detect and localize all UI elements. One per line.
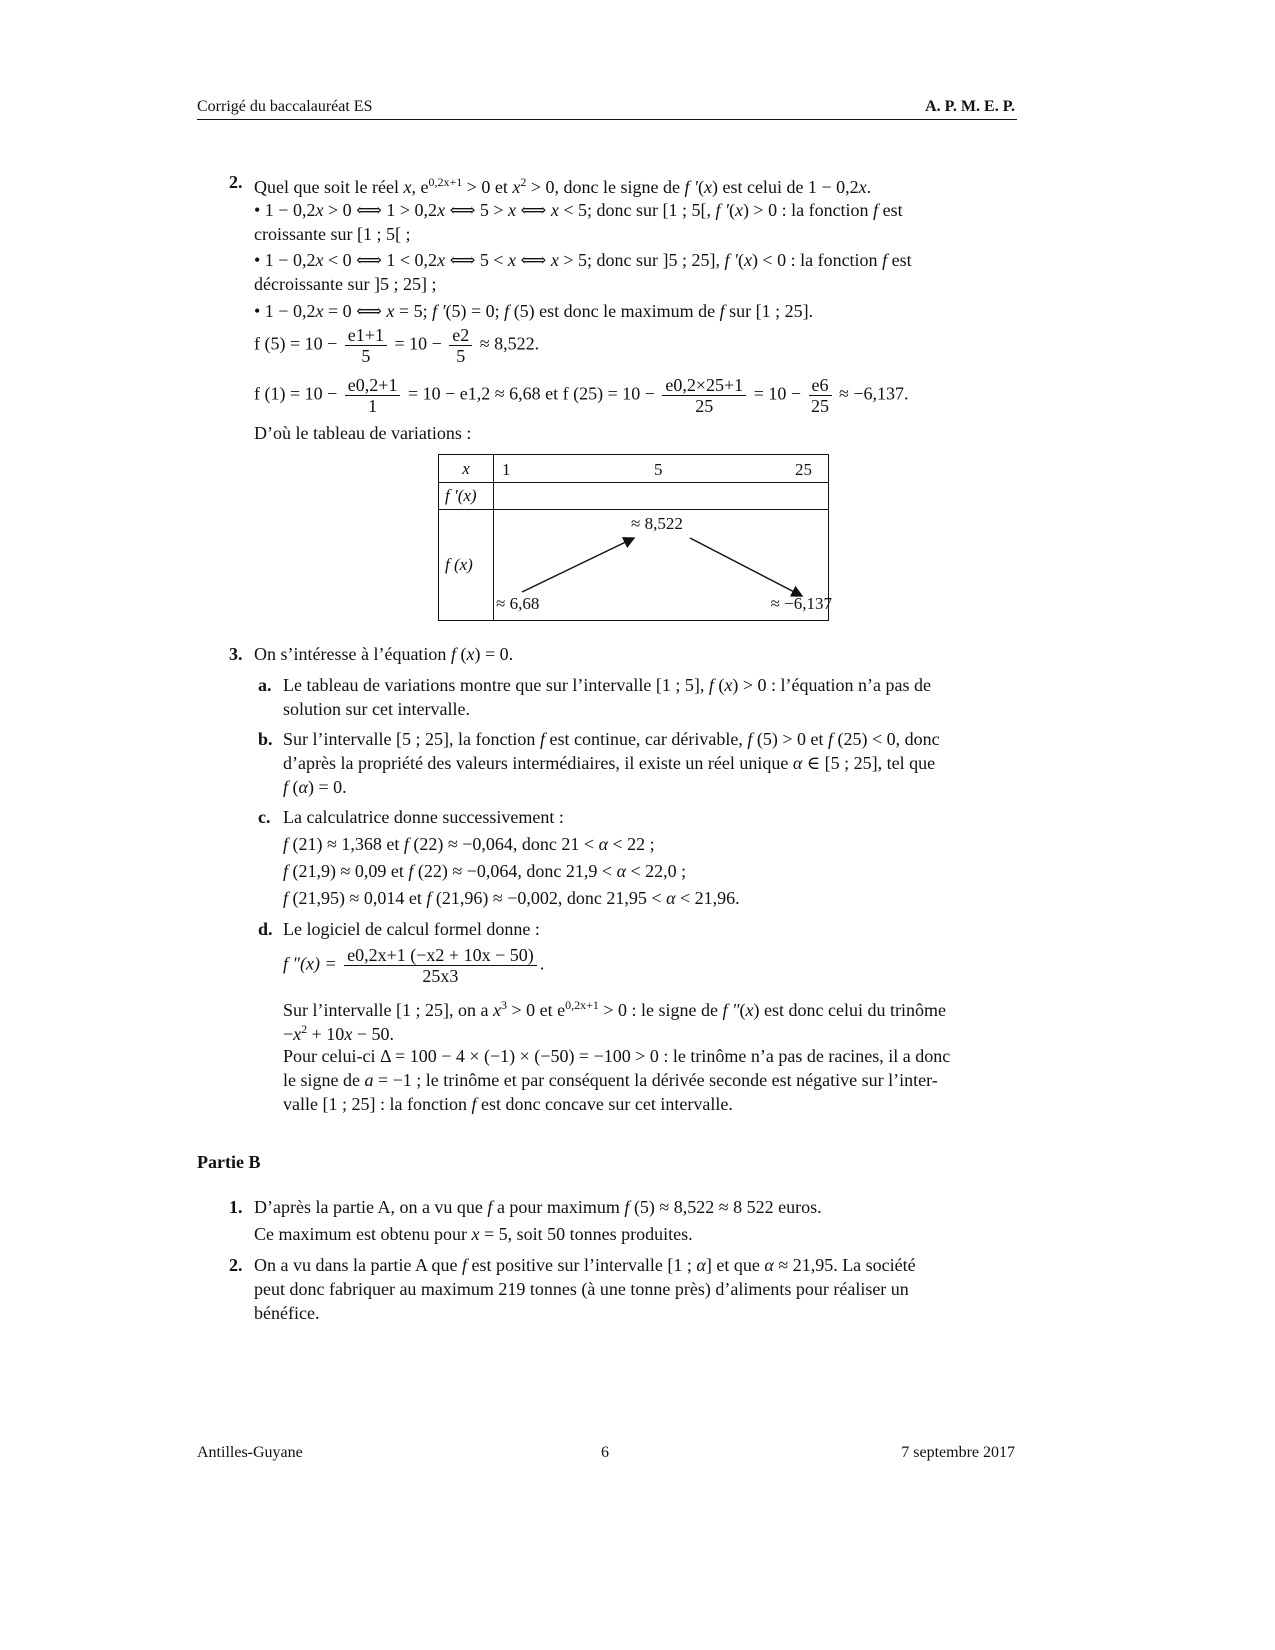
- text-run: bénéfice.: [254, 1303, 320, 1323]
- q3c-label: c.: [258, 807, 271, 827]
- text-run: < 5; donc sur [1 ; 5[,: [558, 200, 716, 220]
- text-run: (21) ≈ 1,368 et: [288, 834, 404, 854]
- text-run: ⟺: [516, 250, 551, 270]
- increasing-arrow: [522, 538, 634, 592]
- text-run: Le logiciel de calcul formel donne :: [283, 919, 540, 939]
- text-run: ) = 0.: [474, 644, 514, 664]
- q3d-line: [283, 918, 540, 940]
- math-variable: x: [492, 1000, 501, 1020]
- x-value: 5: [654, 460, 663, 479]
- text-run: > 0 et e: [506, 1000, 566, 1020]
- text-run: Pour celui-ci Δ = 100 − 4 × (−1) × (−50) = −100 > 0 : le trinôme n’a pas de racines, il a donc: [283, 1046, 951, 1066]
- superscript: 0,2x+1: [565, 998, 599, 1012]
- formula-text: f (1) = 10 −: [254, 383, 338, 404]
- text-run: est continue, car dérivable,: [544, 729, 748, 749]
- math-variable: x: [724, 675, 733, 695]
- header-rule: [197, 119, 1017, 120]
- text-run: = 5;: [394, 301, 433, 321]
- numerator: e2: [449, 325, 472, 346]
- text-run: peut donc fabriquer au maximum 219 tonnes (à une tonne près) d’aliments pour réaliser un: [254, 1279, 909, 1299]
- fprime-header: f ′(x): [439, 483, 494, 510]
- math-variable: f ′: [684, 177, 698, 197]
- q2-line: [254, 223, 410, 245]
- text-run: (5) est donc le maximum de: [509, 301, 720, 321]
- text-run: est donc concave sur cet intervalle.: [476, 1094, 733, 1114]
- text-run: le signe de: [283, 1070, 365, 1090]
- text-run: (: [697, 177, 704, 197]
- math-variable: f: [408, 861, 414, 881]
- math-variable: x: [437, 200, 446, 220]
- text-run: est: [878, 200, 903, 220]
- text-run: > 0 ⟺ 1 > 0,2: [323, 200, 438, 220]
- text-run: ) est celui de 1 − 0,2: [711, 177, 859, 197]
- math-variable: f: [461, 1255, 467, 1275]
- math-variable: f ′: [432, 301, 446, 321]
- x-value: 25: [795, 460, 812, 479]
- math-variable: f: [539, 729, 545, 749]
- formula-text: ≈ 8,522.: [479, 333, 540, 354]
- q3d-line: [283, 994, 946, 1021]
- footer-location: Antilles-Guyane: [197, 1444, 303, 1461]
- text-run: ) > 0 : la fonction: [742, 200, 874, 220]
- text-run: = 0 ⟺: [323, 301, 387, 321]
- q3b-line: [283, 776, 347, 798]
- math-variable: x: [471, 1224, 480, 1244]
- b2-line: [254, 1278, 909, 1300]
- x-header: x: [439, 455, 494, 483]
- math-variable: x: [315, 200, 324, 220]
- text-run: (22) ≈ −0,064, donc 21 <: [408, 834, 599, 854]
- text-run: (25) < 0, donc: [833, 729, 940, 749]
- math-variable: x: [745, 1000, 754, 1020]
- text-run: < 21,96.: [675, 888, 740, 908]
- math-variable: x: [403, 177, 412, 197]
- math-variable: x: [315, 301, 324, 321]
- math-variable: f ″: [722, 1000, 740, 1020]
- text-run: sur [1 ; 25].: [724, 301, 814, 321]
- q3a-label: a.: [258, 675, 272, 695]
- math-variable: f: [747, 729, 753, 749]
- math-variable: f: [283, 861, 289, 881]
- text-run: ≈ 21,95. La société: [773, 1255, 916, 1275]
- b1-line: [254, 1223, 693, 1245]
- math-variable: f: [708, 675, 714, 695]
- formula-text: = 10 − e1,2 ≈ 6,68 et f (25) = 10 −: [407, 383, 655, 404]
- q3d-line: [283, 1045, 950, 1067]
- text-run: , e: [411, 177, 429, 197]
- text-run: > 0 et: [462, 177, 513, 197]
- text-run: ) < 0 : la fonction: [751, 250, 883, 270]
- text-run: croissante sur [1 ; 5[ ;: [254, 224, 411, 244]
- max-value: ≈ 8,522: [631, 514, 683, 533]
- math-variable: x: [466, 644, 475, 664]
- math-variable: α: [666, 888, 676, 908]
- b2-line: [254, 1302, 319, 1324]
- math-variable: a: [364, 1070, 374, 1090]
- text-run: ⟺ 5 >: [445, 200, 509, 220]
- text-run: • 1 − 0,2: [254, 250, 316, 270]
- math-variable: f: [471, 1094, 477, 1114]
- text-run: (: [455, 644, 467, 664]
- text-run: > 0, donc le signe de: [526, 177, 685, 197]
- q2-line: [254, 249, 912, 271]
- f-header: f (x): [439, 510, 494, 621]
- text-run: .: [866, 177, 872, 197]
- q3-number: 3.: [229, 644, 243, 664]
- f1-f25-formula: [254, 375, 909, 416]
- math-variable: α: [598, 834, 609, 854]
- text-run: est: [887, 250, 912, 270]
- formula-text: = 10 −: [753, 383, 801, 404]
- text-run: solution sur cet intervalle.: [283, 699, 470, 719]
- math-variable: x: [508, 250, 517, 270]
- text-run: (: [713, 675, 725, 695]
- end-value: ≈ −6,137: [770, 594, 832, 613]
- text-run: Sur l’intervalle [1 ; 25], on a: [283, 1000, 493, 1020]
- numerator: e6: [809, 375, 832, 396]
- q3d-line: [283, 1093, 733, 1115]
- math-variable: x: [734, 200, 743, 220]
- f5-formula: [254, 325, 539, 366]
- text-run: ] et que: [705, 1255, 765, 1275]
- text-run: ⟺ 5 <: [445, 250, 509, 270]
- table-intro: D’où le tableau de variations :: [254, 423, 472, 443]
- math-variable: x: [550, 250, 559, 270]
- math-variable: x: [743, 250, 752, 270]
- math-variable: x: [386, 301, 395, 321]
- superscript: 3: [500, 998, 507, 1012]
- numerator: e0,2×25+1: [662, 375, 746, 396]
- math-variable: f: [828, 729, 834, 749]
- math-variable: f: [283, 888, 289, 908]
- text-run: (5) = 0;: [445, 301, 505, 321]
- text-run: + 10: [307, 1024, 345, 1044]
- text-run: La calculatrice donne successivement :: [283, 807, 564, 827]
- math-variable: x: [437, 250, 446, 270]
- text-run: (: [737, 250, 744, 270]
- b1-number: 1.: [229, 1197, 243, 1217]
- math-variable: f: [624, 1197, 630, 1217]
- fsecond-formula: [283, 945, 544, 986]
- b2-number: 2.: [229, 1255, 243, 1275]
- math-variable: α: [298, 777, 308, 797]
- q3d-line: [283, 1018, 394, 1045]
- math-variable: f ′: [724, 250, 738, 270]
- text-run: Quel que soit le réel: [254, 177, 404, 197]
- formula-text: ≈ −6,137.: [839, 383, 909, 404]
- text-run: (5) ≈ 8,522 ≈ 8 522 euros.: [629, 1197, 822, 1217]
- math-variable: f: [426, 888, 432, 908]
- formula-text: f (5) = 10 −: [254, 333, 338, 354]
- q3b-line: [283, 728, 940, 750]
- text-run: < 22,0 ;: [626, 861, 687, 881]
- b1-line: [254, 1196, 822, 1218]
- math-variable: x: [344, 1024, 353, 1044]
- math-variable: α: [792, 753, 803, 773]
- q3c-line: [283, 887, 740, 909]
- superscript: 2: [520, 175, 527, 189]
- text-run: est positive sur l’intervalle [1 ;: [466, 1255, 697, 1275]
- b2-line: [254, 1254, 916, 1276]
- text-run: • 1 − 0,2: [254, 301, 316, 321]
- text-run: ) est donc celui du trinôme: [753, 1000, 946, 1020]
- q2-line: [254, 171, 871, 198]
- math-variable: f: [283, 777, 289, 797]
- q3b-line: [283, 752, 935, 774]
- math-variable: x: [293, 1024, 302, 1044]
- math-variable: α: [764, 1255, 774, 1275]
- decreasing-arrow: [690, 538, 802, 596]
- q3-title: [254, 643, 513, 665]
- formula-text: = 10 −: [394, 333, 442, 354]
- text-run: = −1 ; le trinôme et par conséquent la dérivée seconde est négative sur l’inter-: [373, 1070, 938, 1090]
- math-variable: f: [450, 644, 456, 664]
- q2-line: [254, 300, 813, 322]
- header-title: Corrigé du baccalauréat ES: [197, 98, 373, 115]
- text-run: d’après la propriété des valeurs intermédiaires, il existe un réel unique: [283, 753, 793, 773]
- math-variable: α: [616, 861, 627, 881]
- math-variable: f: [487, 1197, 493, 1217]
- text-run: (21,96) ≈ −0,002, donc 21,95 <: [431, 888, 667, 908]
- text-run: ⟺: [516, 200, 551, 220]
- text-run: (22) ≈ −0,064, donc 21,9 <: [413, 861, 617, 881]
- q3d-line: [283, 1069, 938, 1091]
- q3b-label: b.: [258, 729, 273, 749]
- superscript: 0,2x+1: [428, 175, 463, 189]
- text-run: Sur l’intervalle [5 ; 25], la fonction: [283, 729, 540, 749]
- numerator: e1+1: [345, 325, 387, 346]
- math-variable: x: [703, 177, 712, 197]
- numerator: e0,2x+1 (−x2 + 10x − 50): [344, 945, 537, 966]
- header-apmep: A. P. M. E. P.: [925, 98, 1015, 115]
- math-variable: f: [873, 200, 879, 220]
- text-run: On s’intéresse à l’équation: [254, 644, 451, 664]
- q2-number: 2.: [229, 172, 243, 192]
- q2-line: [254, 273, 436, 295]
- start-value: ≈ 6,68: [496, 594, 540, 613]
- text-run: décroissante sur ]5 ; 25] ;: [254, 274, 437, 294]
- denominator: 25x3: [422, 966, 459, 986]
- variation-table: [438, 454, 832, 621]
- text-run: (: [288, 777, 299, 797]
- text-run: On a vu dans la partie A que: [254, 1255, 462, 1275]
- math-variable: f: [882, 250, 888, 270]
- superscript: 2: [301, 1022, 308, 1036]
- text-run: ) = 0.: [307, 777, 347, 797]
- text-run: Ce maximum est obtenu pour: [254, 1224, 472, 1244]
- formula-text: f ″(x) =: [283, 953, 337, 974]
- math-variable: x: [550, 200, 559, 220]
- numerator: e0,2+1: [345, 375, 401, 396]
- denominator: 25: [811, 396, 829, 416]
- math-variable: f: [283, 834, 289, 854]
- math-variable: x: [315, 250, 324, 270]
- q3a-line: [283, 698, 470, 720]
- text-run: a pour maximum: [492, 1197, 625, 1217]
- text-run: ) > 0 : l’équation n’a pas de: [732, 675, 931, 695]
- text-run: valle [1 ; 25] : la fonction: [283, 1094, 472, 1114]
- text-run: (5) > 0 et: [752, 729, 829, 749]
- math-variable: f: [719, 301, 725, 321]
- text-run: (21,95) ≈ 0,014 et: [288, 888, 427, 908]
- text-run: (: [728, 200, 735, 220]
- text-run: < 22 ;: [608, 834, 655, 854]
- math-variable: α: [696, 1255, 706, 1275]
- section-title: Partie B: [197, 1152, 261, 1172]
- text-run: − 50.: [352, 1024, 394, 1044]
- text-run: −: [283, 1024, 294, 1044]
- x-value: 1: [502, 460, 511, 479]
- denominator: 25: [695, 396, 714, 416]
- text-run: ∈ [5 ; 25], tel que: [802, 753, 936, 773]
- text-run: (21,9) ≈ 0,09 et: [288, 861, 409, 881]
- text-run: > 0 : le signe de: [598, 1000, 723, 1020]
- page-number: 6: [601, 1444, 609, 1461]
- q2-line: [254, 199, 1016, 221]
- q3c-line: [283, 806, 564, 828]
- q3c-line: [283, 860, 686, 882]
- footer-date: 7 septembre 2017: [901, 1444, 1015, 1461]
- math-variable: f: [504, 301, 510, 321]
- denominator: 5: [361, 346, 371, 366]
- math-variable: x: [858, 177, 867, 197]
- math-variable: x: [508, 200, 517, 220]
- text-run: = 5, soit 50 tonnes produites.: [479, 1224, 693, 1244]
- denominator: 5: [456, 346, 466, 366]
- formula-text: .: [539, 953, 545, 974]
- text-run: < 0 ⟺ 1 < 0,2: [323, 250, 438, 270]
- q3d-label: d.: [258, 919, 273, 939]
- text-run: • 1 − 0,2: [254, 200, 316, 220]
- q3c-line: [283, 833, 655, 855]
- text-run: (: [739, 1000, 746, 1020]
- math-variable: x: [512, 177, 521, 197]
- text-run: Le tableau de variations montre que sur l’intervalle [1 ; 5],: [283, 675, 709, 695]
- q3a-line: [283, 674, 931, 696]
- denominator: 1: [368, 396, 378, 416]
- math-variable: f ′: [715, 200, 729, 220]
- math-variable: f: [403, 834, 409, 854]
- text-run: > 5; donc sur ]5 ; 25],: [558, 250, 725, 270]
- variation-arrows: [494, 510, 830, 621]
- text-run: D’après la partie A, on a vu que: [254, 1197, 488, 1217]
